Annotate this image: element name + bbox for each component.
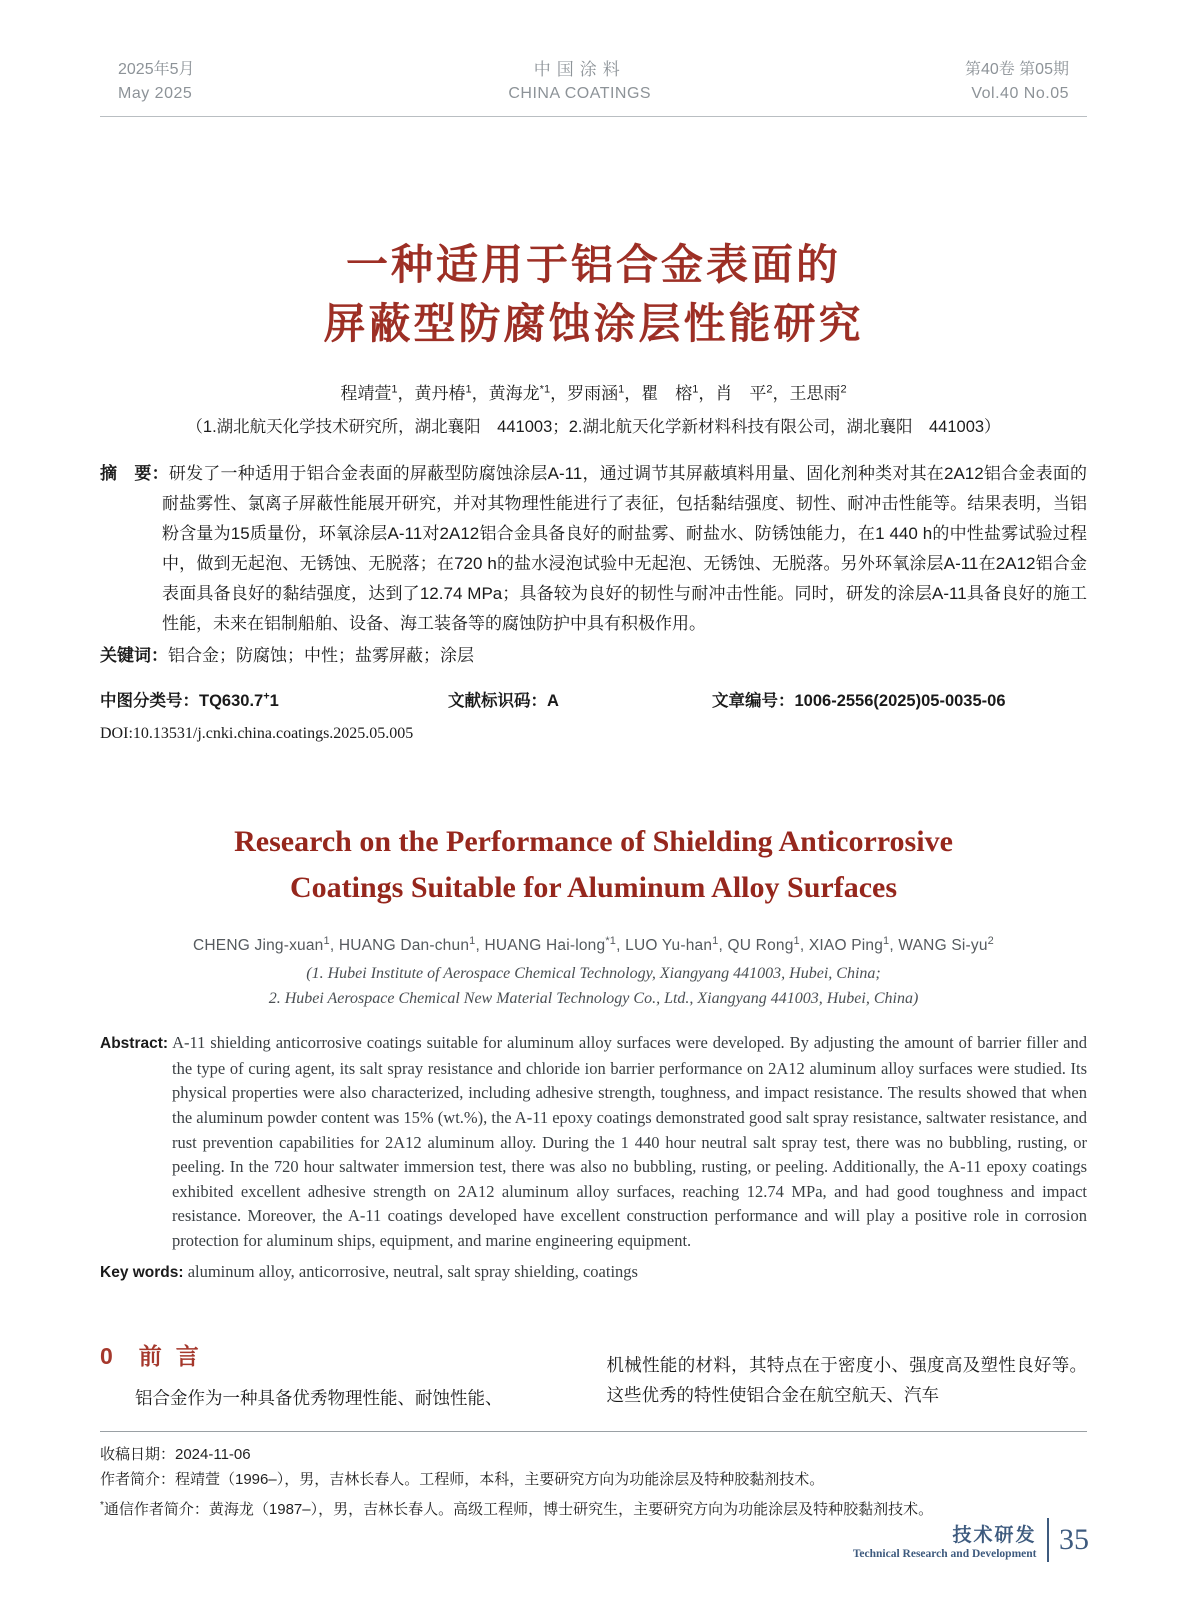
document-code: 文献标识码：A bbox=[448, 692, 559, 710]
intro-text-right: 机械性能的材料，其特点在于密度小、强度高及塑性良好等。这些优秀的特性使铝合金在航空航天、汽车 bbox=[606, 1354, 1087, 1405]
affiliation-en-line1: (1. Hubei Institute of Aerospace Chemical Technology, Xiangyang 441003, Hubei, China; bbox=[306, 965, 881, 983]
corresponding-author-bio: *通信作者简介：黄海龙（1987–），男，吉林长春人。高级工程师，博士研究生，主要研究方向为功能涂层及特种胶黏剂技术。 bbox=[100, 1499, 934, 1518]
footnote-divider bbox=[100, 1431, 1087, 1432]
section-title: 前言 bbox=[138, 1342, 213, 1369]
author: XIAO Ping$^1$, bbox=[808, 935, 899, 955]
article-number: 文章编号：1006-2556(2025)05-0035-06 bbox=[712, 692, 1006, 710]
keywords-en bbox=[100, 1262, 1087, 1282]
keywords-en-label: Key words: bbox=[100, 1263, 184, 1281]
abstract-cn-text: 研发了一种适用于铝合金表面的屏蔽型防腐蚀涂层A-11，通过调节其屏蔽填料用量、固化剂种类对其在2A12铝合金表面的耐盐雾性、氯离子屏蔽性能展开研究，并对其物理性能进行了表征，包括黏结强度、韧性、耐冲击性能等。结果表明，当铝粉含量为15质量份，环氧涂层A-11对2A12铝合金具备良好的耐盐雾、耐盐水、防锈蚀能力，在1 440 h的中性盐雾试验过程中，做到无起泡、无锈蚀、无脱落；在720 h的盐水浸泡试验中无起泡、无锈蚀、无脱落。另外环氧涂层A-11在2A12铝合金表面具备良好的黏结强度，达到了12.74 MPa；具备较为良好的韧性与耐冲击性能。同时，研发的涂层A-11具备良好的施工性能，未来在铝制船舶、设备、海工装备等的腐蚀防护中具有积极作用。 bbox=[162, 464, 1088, 633]
issue-date-cn: 2025年5月 bbox=[118, 61, 195, 78]
abstract-cn-label: 摘 要： bbox=[100, 464, 169, 483]
clc-number: 中图分类号：TQ630.7+1 bbox=[100, 690, 279, 710]
affiliation-en bbox=[100, 961, 1087, 1011]
introduction-section bbox=[100, 1338, 1087, 1413]
keywords-cn-text: 铝合金；防腐蚀；中性；盐雾屏蔽；涂层 bbox=[168, 646, 474, 665]
section-number: 0 bbox=[100, 1342, 113, 1369]
footer-divider-bar bbox=[1047, 1518, 1050, 1562]
abstract-en-text: A-11 shielding anticorrosive coatings suitable for aluminum alloy surfaces were developed. By adjusting the amount of barrier filler and the type of curing agent, its salt spray resistance and chloride ion barrier performance on 2A12 aluminum alloy surfaces were studied. Its physical properties were also characterized, including adhesive strength, toughness, and impact resistance. The results showed that when the aluminum powder content was 15% (wt.%), the A-11 epoxy coatings demonstrated good salt spray resistance, saltwater resistance, and rust prevention capabilities for 2A12 aluminum alloy. During the 1 440 hour neutral salt spray test, there was no bubbling, rusting, or peeling. In the 720 hour saltwater immersion test, there was also no bubbling, rusting, or peeling. Additionally, the A-11 epoxy coatings exhibited excellent adhesive strength on 2A12 aluminum alloy surfaces, reaching 12.74 MPa, and had good toughness and impact resistance. Moreover, the A-11 coatings developed have excellent construction performance and will play a positive role in corrosion protection for aluminum ships, equipment, and marine engineering equipment. bbox=[172, 1033, 1088, 1250]
header-volume-info bbox=[965, 58, 1069, 106]
author-bio: 作者简介：程靖萱（1996–），男，吉林长春人。工程师，本科，主要研究方向为功能涂层及特种胶黏剂技术。 bbox=[100, 1471, 825, 1488]
intro-right-column bbox=[607, 1338, 1088, 1413]
author: 瞿 榕$^1$， bbox=[641, 383, 716, 403]
author: HUANG Hai-long$^{*1}$, bbox=[484, 935, 626, 955]
author: CHENG Jing-xuan$^1$, bbox=[193, 935, 339, 955]
authors-en bbox=[100, 935, 1087, 955]
page-footer bbox=[853, 1518, 1089, 1562]
affiliation-cn: （1.湖北航天化学技术研究所，湖北襄阳 441003；2.湖北航天化学新材料科技有限公司，湖北襄阳 441003） bbox=[186, 418, 1001, 436]
article-title-cn-line1: 一种适用于铝合金表面的 bbox=[345, 241, 841, 288]
footer-section-en: Technical Research and Development bbox=[852, 1548, 1037, 1560]
author: WANG $Si-yu^2$ bbox=[898, 935, 994, 955]
article-title-en-line1: Research on the Performance of Shielding Anticorrosive bbox=[234, 825, 953, 858]
article-title-en-line2: Coatings Suitable for Aluminum Alloy Surfaces bbox=[289, 871, 898, 904]
author: 罗雨涵$^1$， bbox=[567, 383, 642, 403]
footer-section-cn: 技术研发 bbox=[952, 1525, 1037, 1546]
article-title-cn bbox=[100, 235, 1087, 353]
article-meta-row bbox=[100, 687, 1087, 711]
abstract-cn bbox=[100, 459, 1087, 639]
keywords-en-text: aluminum alloy, anticorrosive, neutral, salt spray shielding, coatings bbox=[187, 1261, 638, 1281]
article-title-cn-line2: 屏蔽型防腐蚀涂层性能研究 bbox=[323, 300, 864, 347]
page-number: 35 bbox=[1059, 1523, 1089, 1556]
issue-date-en: May 2025 bbox=[118, 85, 193, 102]
author: 王思雨$^2$ bbox=[789, 383, 847, 403]
section-0-heading bbox=[100, 1338, 581, 1371]
affiliation-en-line2: 2. Hubei Aerospace Chemical New Material Technology Co., Ltd., Xiangyang 441003, Hubei, China) bbox=[268, 990, 919, 1008]
author: 程靖萱$^1$， bbox=[340, 383, 415, 403]
intro-text-left: 铝合金作为一种具备优秀物理性能、耐蚀性能、 bbox=[135, 1387, 503, 1408]
doi: DOI:10.13531/j.cnki.china.coatings.2025.05.005 bbox=[100, 725, 414, 742]
article-title-en bbox=[100, 819, 1087, 911]
author: 黄海龙$^{*1}$， bbox=[488, 383, 568, 403]
footer-section-name bbox=[853, 1520, 1037, 1560]
received-date: 收稿日期：2024-11-06 bbox=[100, 1445, 251, 1463]
keywords-cn-label: 关键词： bbox=[100, 646, 168, 665]
author: 肖 平$^2$， bbox=[715, 383, 790, 403]
journal-name-en: CHINA COATINGS bbox=[508, 85, 652, 102]
abstract-en bbox=[100, 1031, 1087, 1253]
author: QU Rong$^1$, bbox=[727, 935, 809, 955]
journal-header bbox=[100, 58, 1087, 117]
abstract-en-label: Abstract: bbox=[100, 1035, 169, 1053]
volume-cn: 第40卷 第05期 bbox=[964, 61, 1069, 78]
journal-name-cn: 中国涂料 bbox=[533, 60, 626, 79]
author: LUO Yu-han$^1$, bbox=[625, 935, 728, 955]
intro-left-column bbox=[100, 1338, 581, 1413]
authors-cn bbox=[100, 379, 1087, 404]
author: HUANG Dan-chun$^1$, bbox=[338, 935, 485, 955]
header-issue-date bbox=[118, 58, 195, 106]
journal-name bbox=[508, 58, 651, 106]
author: 黄丹椿$^1$， bbox=[414, 383, 489, 403]
keywords-cn bbox=[100, 641, 1087, 671]
volume-en: Vol.40 No.05 bbox=[971, 85, 1069, 102]
footnotes bbox=[100, 1442, 1087, 1523]
